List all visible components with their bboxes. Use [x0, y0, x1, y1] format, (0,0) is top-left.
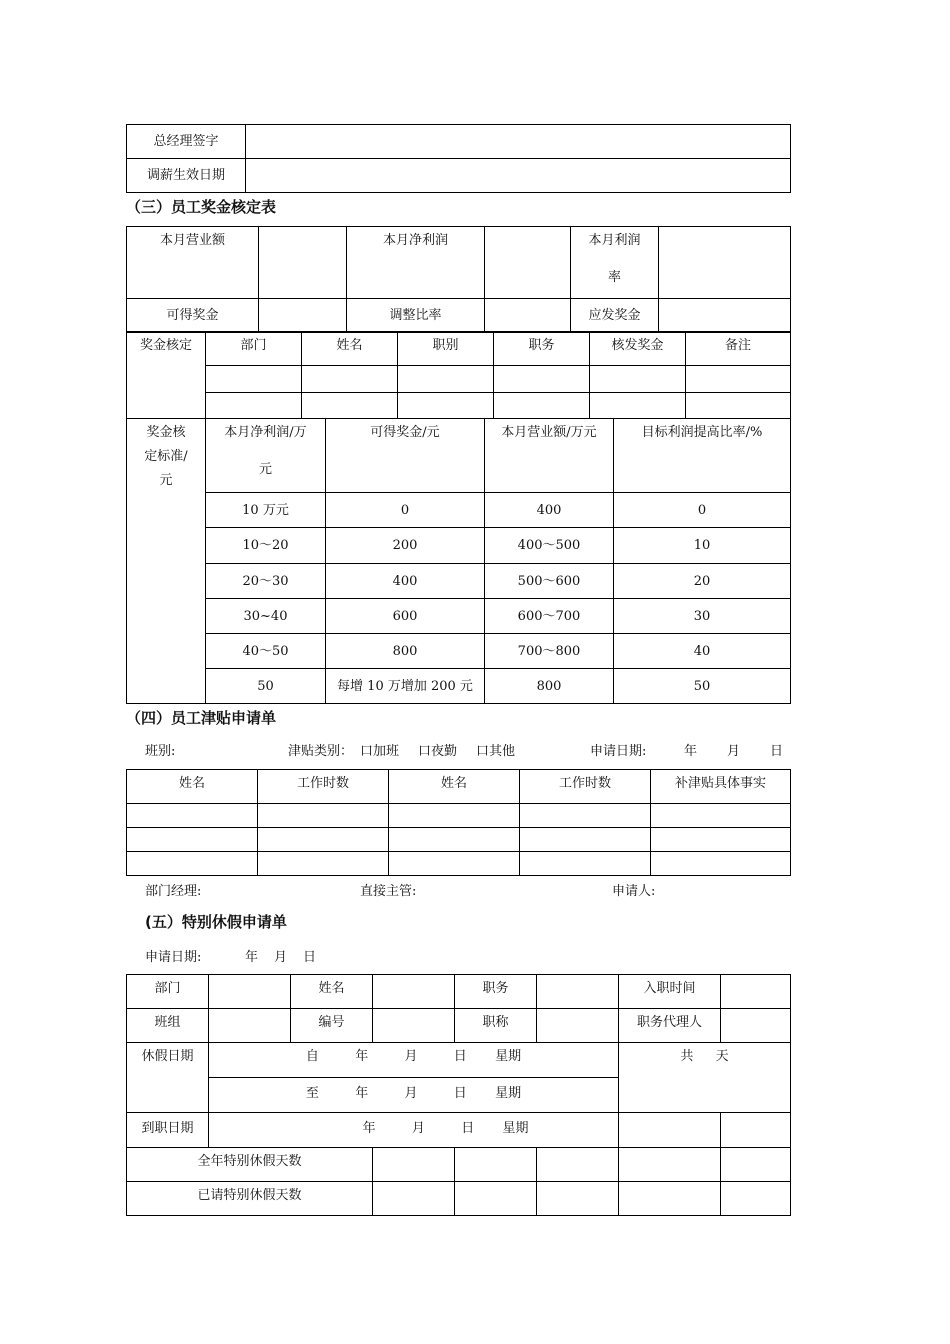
table-row: [127, 634, 791, 669]
header-name: 姓名: [302, 332, 398, 366]
used-leave-days-label: 已请特别休假天数: [127, 1182, 373, 1216]
header-net-profit-line2: 元: [258, 462, 272, 477]
type-option-other[interactable]: 口其他: [476, 744, 516, 759]
table-cell[interactable]: [537, 1148, 619, 1182]
table-cell[interactable]: [590, 366, 686, 393]
header-name: 姓名: [389, 770, 520, 804]
table-cell[interactable]: [127, 852, 258, 876]
header-revenue: 本月营业额/万元: [485, 419, 614, 493]
table-cell[interactable]: [520, 828, 651, 852]
leave-to-line[interactable]: [209, 1078, 619, 1113]
header-remarks: 备注: [686, 332, 791, 366]
bonus-standard-label-line1: 奖金核: [146, 425, 186, 440]
table-cell[interactable]: [721, 1113, 791, 1148]
bonus-verify-label: 奖金核定: [127, 332, 206, 419]
table-cell: 每增 10 万增加 200 元: [326, 669, 485, 704]
table-cell: 10～20: [206, 528, 326, 564]
from-weekday: 星期: [495, 1049, 522, 1064]
adjust-ratio-field[interactable]: [485, 299, 571, 333]
header-name: 姓名: [127, 770, 258, 804]
table-row: [127, 493, 791, 528]
team-label: 班组: [127, 1009, 209, 1043]
bonus-summary-table: [126, 226, 791, 333]
table-row: [127, 393, 791, 419]
report-year: 年: [362, 1121, 376, 1136]
employee-number-label: 编号: [291, 1009, 373, 1043]
table-cell: 10: [614, 528, 791, 564]
bonus-standard-label-line3: 元: [159, 473, 173, 488]
effective-date-label: 调薪生效日期: [127, 159, 246, 193]
table-cell[interactable]: [455, 1182, 537, 1216]
monthly-profit-rate-field[interactable]: [659, 227, 791, 299]
monthly-revenue-field[interactable]: [259, 227, 347, 299]
allowance-date-day: 日: [770, 744, 784, 759]
report-day: 日: [461, 1121, 475, 1136]
table-cell: 10 万元: [206, 493, 326, 528]
direct-supervisor-label: 直接主管:: [360, 884, 417, 899]
to-year: 年: [355, 1086, 369, 1101]
header-available-bonus: 可得奖金/元: [326, 419, 485, 493]
leave-table: [126, 974, 791, 1216]
leave-date-month: 月: [274, 950, 288, 965]
deputy-label: 职务代理人: [619, 1009, 721, 1043]
table-cell[interactable]: [494, 366, 590, 393]
table-cell[interactable]: [721, 1148, 791, 1182]
payable-bonus-label: 应发奖金: [571, 299, 659, 333]
monthly-net-profit-field[interactable]: [485, 227, 571, 299]
table-cell: 400: [326, 564, 485, 599]
bonus-standard-label: [127, 419, 206, 704]
table-cell[interactable]: [206, 393, 302, 419]
table-cell: 20: [614, 564, 791, 599]
table-row: [127, 852, 791, 876]
to-month: 月: [404, 1086, 418, 1101]
adjust-ratio-label: 调整比率: [347, 299, 485, 333]
hire-date-label: 入职时间: [619, 975, 721, 1009]
position-field[interactable]: [537, 975, 619, 1009]
leave-section-title: (五）特别休假申请单: [145, 913, 287, 931]
report-date-line[interactable]: [209, 1113, 619, 1148]
header-target-rate: 目标利润提高比率/%: [614, 419, 791, 493]
from-month: 月: [404, 1049, 418, 1064]
table-cell[interactable]: [389, 852, 520, 876]
table-cell[interactable]: [721, 1182, 791, 1216]
header-position: 职务: [494, 332, 590, 366]
allowance-date-year: 年: [684, 744, 698, 759]
table-cell: 400: [485, 493, 614, 528]
table-cell: 200: [326, 528, 485, 564]
table-cell: 0: [614, 493, 791, 528]
available-bonus-label: 可得奖金: [127, 299, 259, 333]
title-field[interactable]: [537, 1009, 619, 1043]
leave-total-cell[interactable]: [619, 1043, 791, 1113]
table-cell[interactable]: [127, 804, 258, 828]
table-row: [127, 366, 791, 393]
table-row: [127, 564, 791, 599]
header-work-hours: 工作时数: [258, 770, 389, 804]
leave-from-line[interactable]: [209, 1043, 619, 1078]
table-cell[interactable]: [206, 366, 302, 393]
table-row: [127, 669, 791, 704]
from-label: 自: [305, 1049, 319, 1064]
header-rank: 职别: [398, 332, 494, 366]
available-bonus-field[interactable]: [259, 299, 347, 333]
name-label: 姓名: [291, 975, 373, 1009]
type-option-overtime[interactable]: 口加班: [360, 744, 400, 759]
table-cell: 0: [326, 493, 485, 528]
table-cell[interactable]: [389, 828, 520, 852]
position-label: 职务: [455, 975, 537, 1009]
header-net-profit-line1: 本月净利润/万: [224, 425, 307, 440]
applicant-label: 申请人:: [612, 884, 656, 899]
table-row: [127, 828, 791, 852]
table-cell[interactable]: [619, 1182, 721, 1216]
table-cell[interactable]: [373, 1182, 455, 1216]
monthly-profit-rate-line1: 本月利润: [588, 233, 641, 248]
bonus-standard-table: [126, 418, 791, 704]
effective-date-field[interactable]: [246, 159, 791, 193]
leave-date-year: 年: [245, 950, 259, 965]
gm-signature-field[interactable]: [246, 125, 791, 159]
table-cell[interactable]: [258, 804, 389, 828]
table-cell[interactable]: [686, 393, 791, 419]
from-year: 年: [355, 1049, 369, 1064]
table-cell: 700～800: [485, 634, 614, 669]
table-cell: 30~40: [206, 599, 326, 634]
to-weekday: 星期: [495, 1086, 522, 1101]
table-cell[interactable]: [302, 366, 398, 393]
report-month: 月: [411, 1121, 425, 1136]
table-cell[interactable]: [373, 1148, 455, 1182]
to-label: 至: [305, 1086, 319, 1101]
report-weekday: 星期: [502, 1121, 529, 1136]
monthly-profit-rate-line2: 率: [607, 270, 621, 285]
bonus-verify-table: [126, 331, 791, 419]
total-days-unit: 天: [715, 1049, 729, 1064]
table-cell[interactable]: [590, 393, 686, 419]
monthly-net-profit-label: 本月净利润: [347, 227, 485, 299]
shift-label: 班别:: [145, 744, 176, 759]
table-cell[interactable]: [651, 828, 791, 852]
allowance-section-title: （四）员工津贴申请单: [126, 709, 277, 727]
table-cell[interactable]: [619, 1148, 721, 1182]
table-cell[interactable]: [651, 804, 791, 828]
table-cell[interactable]: [258, 852, 389, 876]
monthly-revenue-label: 本月营业额: [127, 227, 259, 299]
table-cell: 50: [614, 669, 791, 704]
table-cell[interactable]: [494, 393, 590, 419]
table-cell: 20～30: [206, 564, 326, 599]
table-cell: 600: [326, 599, 485, 634]
employee-number-field[interactable]: [373, 1009, 455, 1043]
table-cell[interactable]: [127, 828, 258, 852]
bonus-section-title: （三）员工奖金核定表: [126, 198, 277, 216]
allowance-date-month: 月: [727, 744, 741, 759]
header-net-profit: [206, 419, 326, 493]
payable-bonus-field[interactable]: [659, 299, 791, 333]
report-date-label: 到职日期: [127, 1113, 209, 1148]
total-label: 共: [680, 1049, 694, 1064]
approval-table: [126, 124, 791, 193]
leave-period-label: 休假日期: [127, 1043, 209, 1113]
bonus-standard-label-line2: 定标准/: [144, 449, 188, 464]
to-day: 日: [453, 1086, 467, 1101]
table-cell[interactable]: [537, 1182, 619, 1216]
department-label: 部门: [127, 975, 209, 1009]
table-row: [127, 599, 791, 634]
from-day: 日: [453, 1049, 467, 1064]
dept-manager-label: 部门经理:: [145, 884, 202, 899]
gm-signature-label: 总经理签字: [127, 125, 246, 159]
table-row: [127, 528, 791, 564]
table-cell[interactable]: [619, 1113, 721, 1148]
table-cell[interactable]: [651, 852, 791, 876]
table-cell[interactable]: [520, 852, 651, 876]
monthly-profit-rate-label: [571, 227, 659, 299]
team-field[interactable]: [209, 1009, 291, 1043]
allowance-table: [126, 769, 791, 876]
annual-leave-days-label: 全年特别休假天数: [127, 1148, 373, 1182]
table-cell: 800: [326, 634, 485, 669]
header-issued-bonus: 核发奖金: [590, 332, 686, 366]
table-cell: 600～700: [485, 599, 614, 634]
table-cell: 40: [614, 634, 791, 669]
table-row: [127, 804, 791, 828]
table-cell[interactable]: [520, 804, 651, 828]
leave-date-label: 申请日期:: [145, 950, 202, 965]
header-work-hours: 工作时数: [520, 770, 651, 804]
table-cell: 800: [485, 669, 614, 704]
type-option-night[interactable]: 口夜勤: [418, 744, 458, 759]
table-cell: 500～600: [485, 564, 614, 599]
leave-date-day: 日: [303, 950, 317, 965]
table-cell[interactable]: [258, 828, 389, 852]
table-cell: 50: [206, 669, 326, 704]
name-field[interactable]: [373, 975, 455, 1009]
header-allowance-facts: 补津贴具体事实: [651, 770, 791, 804]
hire-date-field[interactable]: [721, 975, 791, 1009]
deputy-field[interactable]: [721, 1009, 791, 1043]
table-cell[interactable]: [398, 366, 494, 393]
allowance-date-label: 申请日期:: [590, 744, 647, 759]
title-label: 职称: [455, 1009, 537, 1043]
table-cell[interactable]: [389, 804, 520, 828]
allowance-type-label: 津贴类别：: [288, 744, 354, 759]
table-cell[interactable]: [398, 393, 494, 419]
table-cell: 30: [614, 599, 791, 634]
table-cell[interactable]: [455, 1148, 537, 1182]
department-field[interactable]: [209, 975, 291, 1009]
table-cell[interactable]: [686, 366, 791, 393]
table-cell: 400～500: [485, 528, 614, 564]
table-cell[interactable]: [302, 393, 398, 419]
header-department: 部门: [206, 332, 302, 366]
table-cell: 40～50: [206, 634, 326, 669]
